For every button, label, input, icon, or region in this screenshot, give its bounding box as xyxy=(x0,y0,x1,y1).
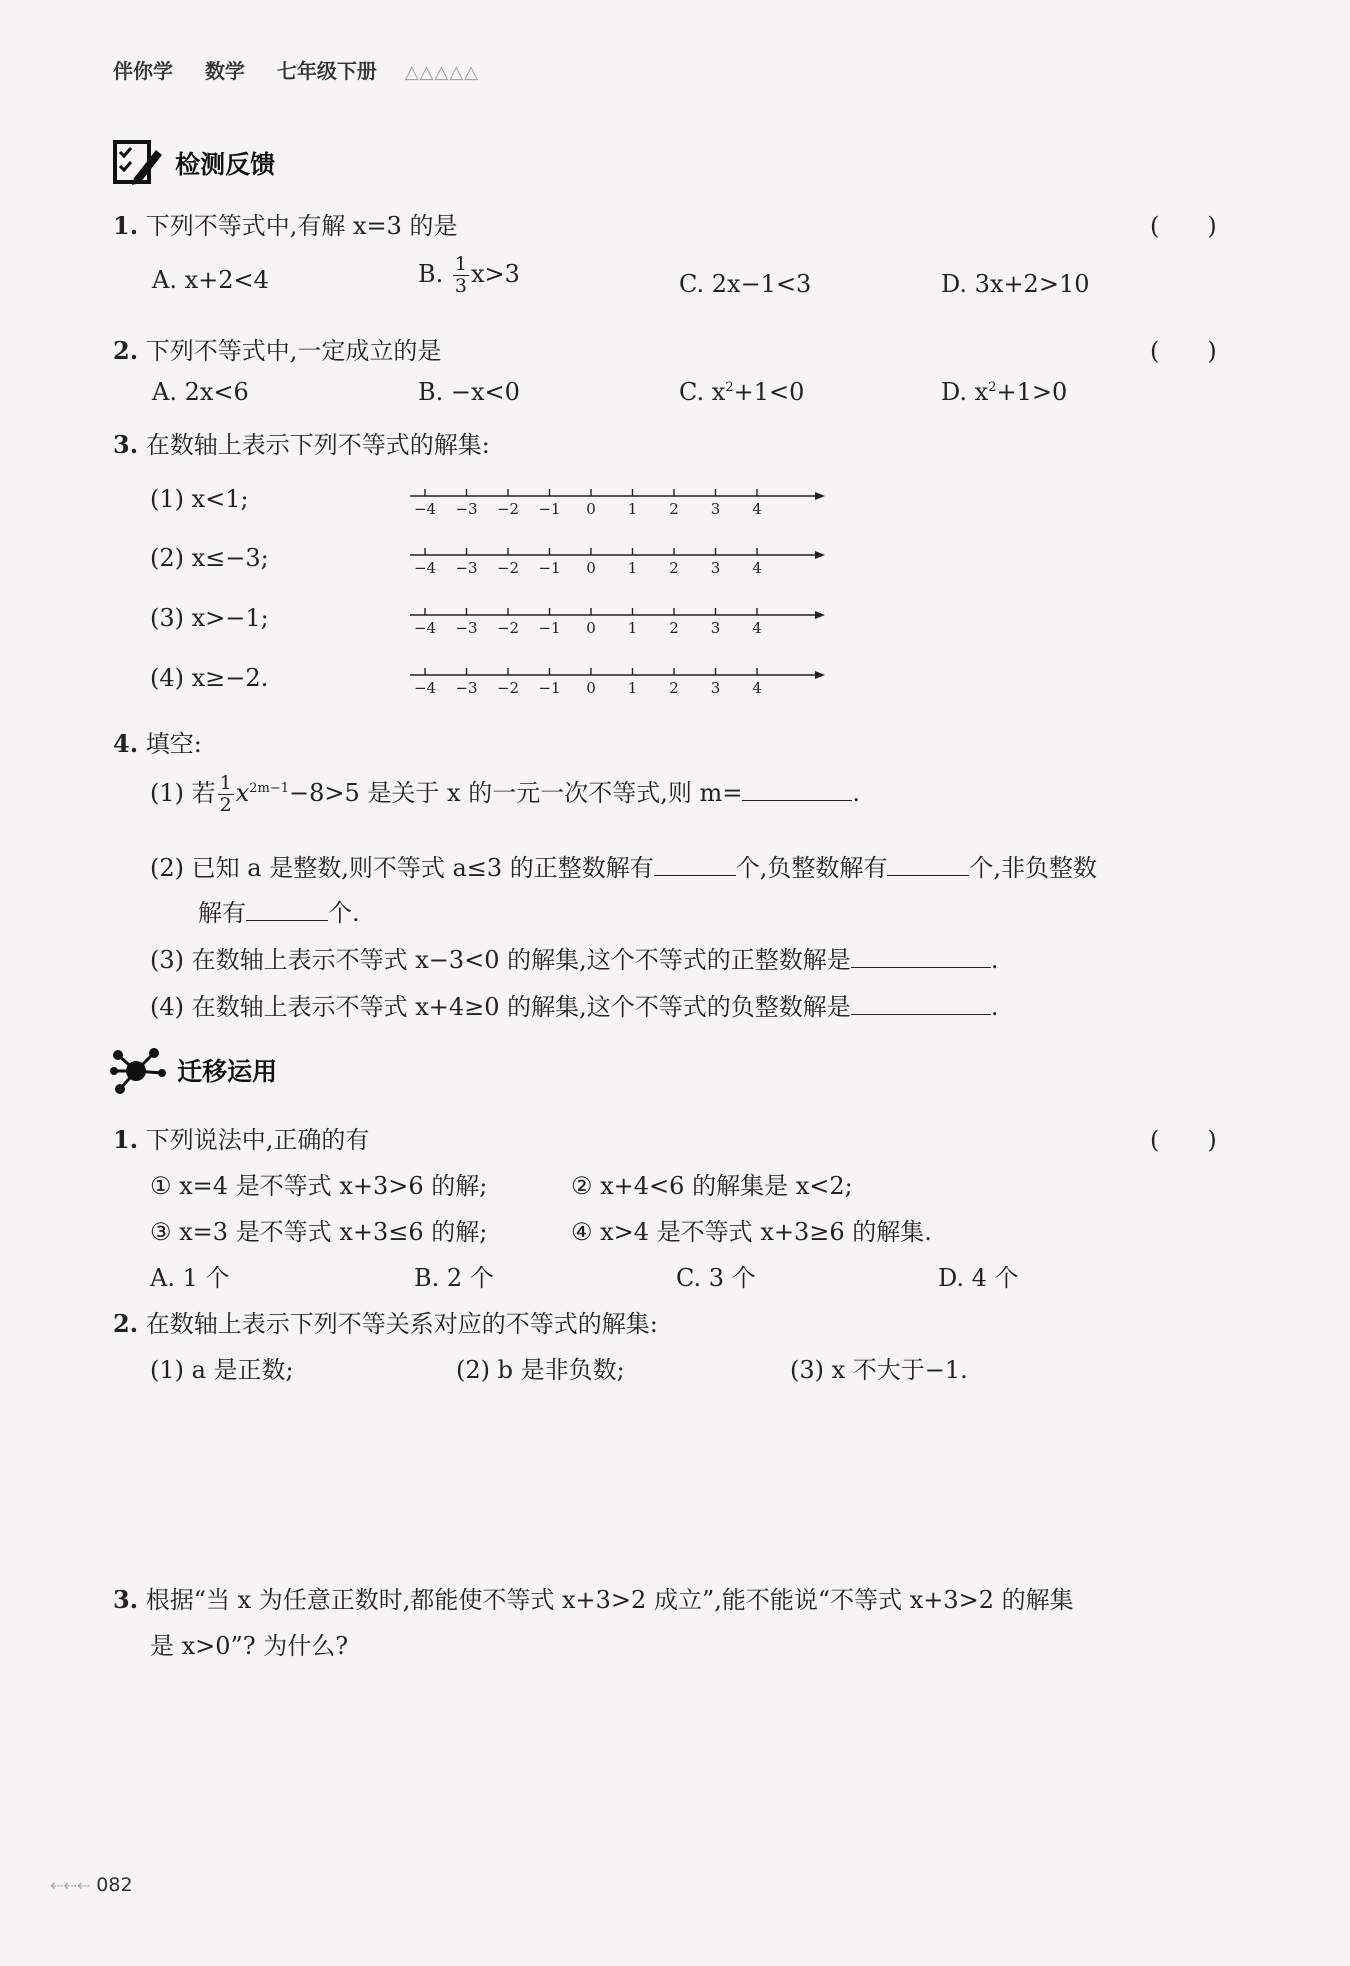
tick-label: −1 xyxy=(538,559,561,577)
transfer-question-3-cont: 是 x>0”? 为什么? xyxy=(150,1632,349,1660)
page-footer xyxy=(50,1874,133,1896)
section-transfer xyxy=(110,1045,277,1095)
tick-label: −4 xyxy=(413,679,437,697)
section-title: 检测反馈 xyxy=(175,150,276,179)
tick-label: 1 xyxy=(627,559,638,577)
option-b: B. −x<0 xyxy=(418,378,520,406)
tick-label: −3 xyxy=(455,679,478,697)
tick-label: 2 xyxy=(669,679,679,697)
transfer-question-2: 2. 在数轴上表示下列不等关系对应的不等式的解集: xyxy=(113,1309,658,1338)
tick-label: 0 xyxy=(586,619,596,637)
tick-label: −1 xyxy=(538,679,561,697)
question-2: 2. 下列不等式中,一定成立的是 xyxy=(113,336,442,365)
answer-paren: ( ) xyxy=(1150,212,1217,240)
fill-item-4: (4) 在数轴上表示不等式 x+4≥0 的解集,这个不等式的负整数解是 . xyxy=(150,993,999,1021)
book-title: 伴你学 xyxy=(113,59,173,83)
question-3: 3. 在数轴上表示下列不等式的解集: xyxy=(113,430,490,459)
triangle-decoration: △△△△△ xyxy=(404,62,480,83)
tick-label: 3 xyxy=(710,619,721,637)
number-line-4 xyxy=(410,663,830,703)
arrow-decoration-icon: ⇠⇠⇠ xyxy=(50,1876,91,1895)
statement-1: ① x=4 是不等式 x+3>6 的解; xyxy=(150,1172,488,1200)
option-d: D. 4 个 xyxy=(938,1264,1019,1292)
option-c: C. 2x−1<3 xyxy=(679,270,812,298)
question-1: 1. 下列不等式中,有解 x=3 的是 xyxy=(113,211,458,240)
transfer-question-1: 1. 下列说法中,正确的有 xyxy=(113,1125,370,1154)
sub-item-1: (1) x<1; xyxy=(150,485,249,513)
option-b: B. 2 个 xyxy=(414,1264,494,1292)
tick-label: 1 xyxy=(627,679,638,697)
tick-label: 0 xyxy=(586,500,596,518)
tick-label: 2 xyxy=(669,619,679,637)
option-a: A. x+2<4 xyxy=(152,266,269,294)
option-a: A. 2x<6 xyxy=(152,378,249,406)
tick-label: 1 xyxy=(627,500,638,518)
page-number: 082 xyxy=(96,1874,133,1896)
section-title: 迁移运用 xyxy=(177,1057,278,1086)
answer-blank[interactable] xyxy=(742,778,852,801)
tick-label: −3 xyxy=(455,559,478,577)
sub-item-1: (1) a 是正数; xyxy=(150,1356,294,1384)
number-line-2 xyxy=(410,543,830,583)
tick-label: 0 xyxy=(586,559,596,577)
fraction: $\frac{1}{3}$ xyxy=(454,253,467,297)
tick-label: −3 xyxy=(455,619,478,637)
tick-label: −2 xyxy=(496,679,520,697)
option-d: D. 3x+2>10 xyxy=(941,270,1090,298)
tick-label: 3 xyxy=(710,500,721,518)
tick-label: 2 xyxy=(669,559,679,577)
tick-label: −2 xyxy=(496,559,520,577)
tick-label: −1 xyxy=(538,619,561,637)
arrow-right-icon xyxy=(815,671,825,679)
answer-blank[interactable] xyxy=(851,945,991,968)
tick-label: −2 xyxy=(496,619,520,637)
tick-label: −4 xyxy=(413,619,437,637)
fill-item-1: (1) 若 $\frac{1}{2}$ $x^{2m-1}-8>5$ 是关于 x 的一元一次不等式,则 m= . xyxy=(150,772,860,816)
answer-blank[interactable] xyxy=(851,992,991,1015)
tick-label: 2 xyxy=(669,500,679,518)
tick-label: −3 xyxy=(455,500,478,518)
tick-label: 4 xyxy=(752,500,762,518)
sub-item-3: (3) x 不大于−1. xyxy=(790,1356,968,1384)
fill-item-2: (2) 已知 a 是整数,则不等式 a≤3 的正整数解有 个,负整数解有 个,非负整数 xyxy=(150,854,1098,882)
option-c: C. 3 个 xyxy=(676,1264,756,1292)
option-c: C. $x^2+1<0$ xyxy=(679,378,805,406)
tick-label: 3 xyxy=(710,679,721,697)
running-header xyxy=(113,55,479,84)
arrow-right-icon xyxy=(815,611,825,619)
number-line-3 xyxy=(410,603,830,643)
section-feedback xyxy=(112,138,275,188)
sub-item-3: (3) x>−1; xyxy=(150,604,269,632)
tick-label: −4 xyxy=(413,559,437,577)
checklist-pencil-icon xyxy=(112,138,164,188)
answer-blank[interactable] xyxy=(887,853,969,876)
statement-4: ④ x>4 是不等式 x+3≥6 的解集. xyxy=(571,1218,932,1246)
sub-item-2: (2) x≤−3; xyxy=(150,544,269,572)
answer-paren: ( ) xyxy=(1150,1126,1217,1154)
molecule-icon xyxy=(110,1045,166,1095)
tick-label: −2 xyxy=(496,500,520,518)
sub-item-4: (4) x≥−2. xyxy=(150,664,269,692)
option-a: A. 1 个 xyxy=(150,1264,230,1292)
statement-3: ③ x=3 是不等式 x+3≤6 的解; xyxy=(150,1218,488,1246)
tick-label: 1 xyxy=(627,619,638,637)
tick-label: −4 xyxy=(413,500,437,518)
fraction: $\frac{1}{2}$ xyxy=(219,772,232,816)
tick-label: 4 xyxy=(752,679,762,697)
question-4: 4. 填空: xyxy=(113,729,202,758)
option-d: D. $x^2+1>0$ xyxy=(941,378,1068,406)
option-b: B. $\frac{1}{3}$ x>3 xyxy=(418,253,520,297)
tick-label: 3 xyxy=(710,559,721,577)
tick-label: 4 xyxy=(752,559,762,577)
statement-2: ② x+4<6 的解集是 x<2; xyxy=(571,1172,853,1200)
arrow-right-icon xyxy=(815,551,825,559)
tick-label: 4 xyxy=(752,619,762,637)
subject: 数学 xyxy=(204,59,245,83)
sub-item-2: (2) b 是非负数; xyxy=(456,1356,625,1384)
tick-label: 0 xyxy=(586,679,596,697)
fill-item-2-cont: 解有 个. xyxy=(198,899,360,927)
fill-item-3: (3) 在数轴上表示不等式 x−3<0 的解集,这个不等式的正整数解是 . xyxy=(150,946,999,974)
number-line-1 xyxy=(410,484,830,524)
transfer-question-3: 3. 根据“当 x 为任意正数时,都能使不等式 x+3>2 成立”,能不能说“不等式 x+3>2 的解集 xyxy=(113,1585,1074,1614)
answer-paren: ( ) xyxy=(1150,337,1217,365)
answer-blank[interactable] xyxy=(654,853,736,876)
arrow-right-icon xyxy=(815,492,825,500)
tick-label: −1 xyxy=(538,500,561,518)
grade: 七年级下册 xyxy=(276,59,377,83)
answer-blank[interactable] xyxy=(246,898,328,921)
